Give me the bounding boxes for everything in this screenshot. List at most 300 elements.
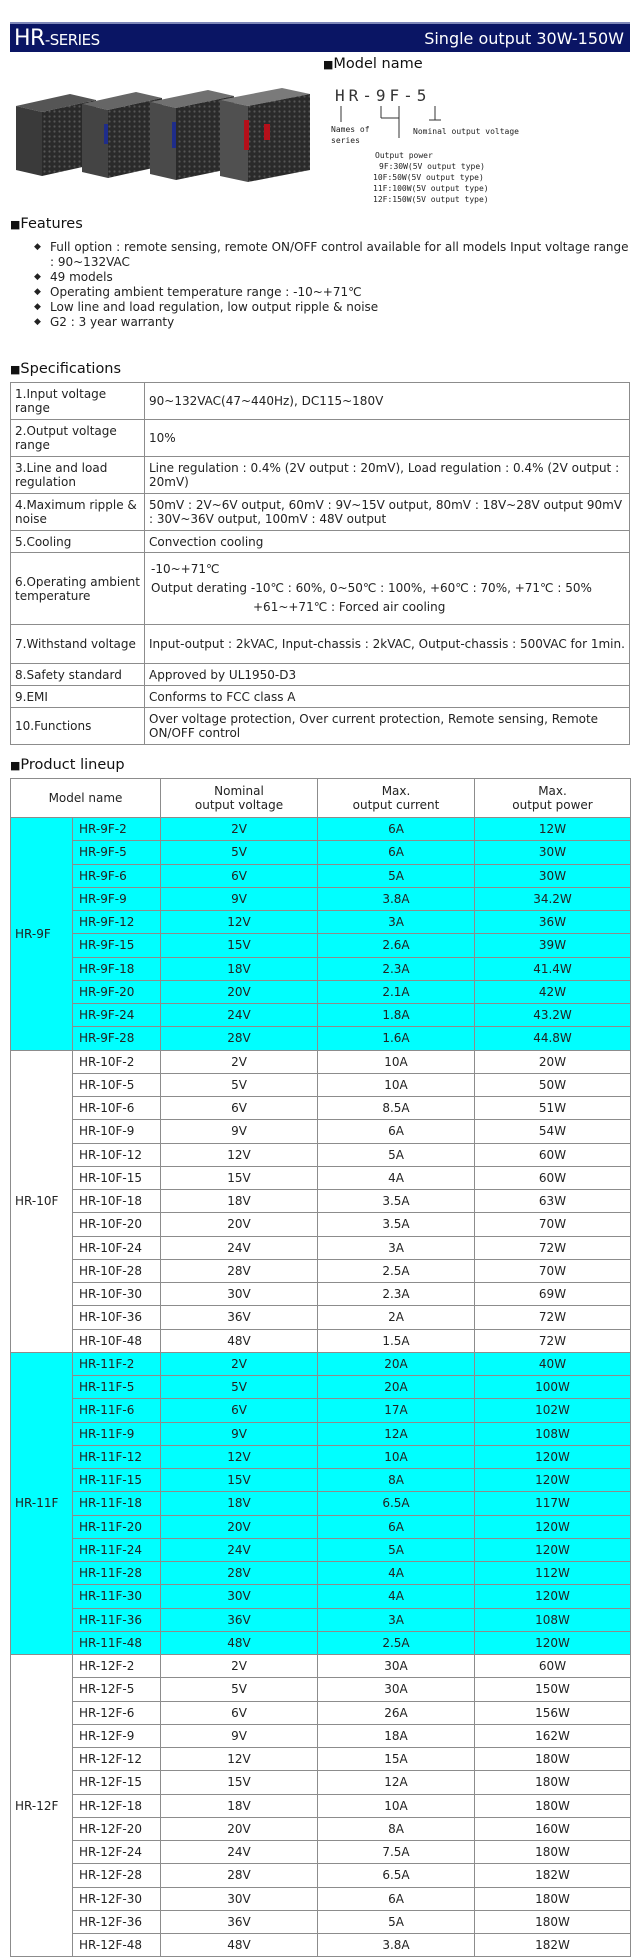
model-cell: HR-11F-24 — [73, 1538, 161, 1561]
model-cell: HR-11F-20 — [73, 1515, 161, 1538]
power-cell: 50W — [475, 1073, 631, 1096]
lineup-row — [11, 1027, 631, 1050]
model-cell: HR-11F-12 — [73, 1445, 161, 1468]
power-cell: 70W — [475, 1259, 631, 1282]
model-cell: HR-12F-30 — [73, 1887, 161, 1910]
voltage-cell: 24V — [161, 1236, 318, 1259]
current-cell: 5A — [318, 1910, 475, 1933]
lineup-row — [11, 1701, 631, 1724]
model-cell: HR-11F-6 — [73, 1399, 161, 1422]
lineup-row — [11, 934, 631, 957]
spec-label: 9.EMI — [11, 686, 145, 708]
current-cell: 8.5A — [318, 1097, 475, 1120]
current-cell: 2.1A — [318, 980, 475, 1003]
spec-label: 8.Safety standard — [11, 664, 145, 686]
product-lineup-table — [10, 778, 631, 1957]
power-cell: 12W — [475, 818, 631, 841]
voltage-cell: 2V — [161, 1655, 318, 1678]
model-cell: HR-9F-24 — [73, 1004, 161, 1027]
series-tagline: Single output 30W-150W — [424, 29, 624, 48]
current-cell: 30A — [318, 1678, 475, 1701]
current-cell: 8A — [318, 1469, 475, 1492]
series-name: HR-SERIES — [14, 26, 100, 51]
voltage-cell: 36V — [161, 1306, 318, 1329]
spec-value: Over voltage protection, Over current protection, Remote sensing, Remote ON/OFF control — [145, 708, 630, 745]
spec-label: 5.Cooling — [11, 531, 145, 553]
current-cell: 1.6A — [318, 1027, 475, 1050]
col-header-model: Model name — [11, 779, 161, 818]
power-cell: 182W — [475, 1934, 631, 1957]
power-cell: 60W — [475, 1143, 631, 1166]
voltage-cell: 15V — [161, 1166, 318, 1189]
spec-label: 1.Input voltage range — [11, 383, 145, 420]
voltage-cell: 48V — [161, 1631, 318, 1654]
lineup-row — [11, 1352, 631, 1375]
voltage-cell: 28V — [161, 1864, 318, 1887]
current-cell: 20A — [318, 1352, 475, 1375]
lineup-row — [11, 1538, 631, 1561]
current-cell: 2.3A — [318, 957, 475, 980]
current-cell: 20A — [318, 1376, 475, 1399]
lineup-row — [11, 1422, 631, 1445]
lineup-row — [11, 1515, 631, 1538]
model-name-title: ■Model name — [323, 56, 423, 72]
power-cell: 70W — [475, 1213, 631, 1236]
voltage-cell: 18V — [161, 1190, 318, 1213]
current-cell: 5A — [318, 1538, 475, 1561]
lineup-row — [11, 1631, 631, 1654]
current-cell: 5A — [318, 1143, 475, 1166]
current-cell: 18A — [318, 1724, 475, 1747]
current-cell: 5A — [318, 864, 475, 887]
power-cell: 41.4W — [475, 957, 631, 980]
current-cell: 10A — [318, 1794, 475, 1817]
voltage-cell: 9V — [161, 1422, 318, 1445]
feature-item: ◆ 49 models — [50, 270, 630, 285]
power-cell: 108W — [475, 1608, 631, 1631]
power-cell: 100W — [475, 1376, 631, 1399]
lineup-body — [11, 818, 631, 1957]
power-cell: 30W — [475, 841, 631, 864]
current-cell: 3.5A — [318, 1190, 475, 1213]
current-cell: 2.5A — [318, 1631, 475, 1654]
series-group-label: HR-9F — [11, 818, 73, 1051]
lineup-row — [11, 1678, 631, 1701]
model-cell: HR-11F-15 — [73, 1469, 161, 1492]
lineup-row — [11, 1120, 631, 1143]
power-cell: 162W — [475, 1724, 631, 1747]
voltage-cell: 30V — [161, 1283, 318, 1306]
model-cell: HR-11F-2 — [73, 1352, 161, 1375]
features-list — [10, 240, 630, 330]
lineup-row — [11, 1376, 631, 1399]
model-cell: HR-12F-15 — [73, 1771, 161, 1794]
model-cell: HR-10F-30 — [73, 1283, 161, 1306]
current-cell: 15A — [318, 1748, 475, 1771]
model-cell: HR-12F-36 — [73, 1910, 161, 1933]
model-cell: HR-11F-5 — [73, 1376, 161, 1399]
spec-value: Conforms to FCC class A — [145, 686, 630, 708]
current-cell: 3A — [318, 1608, 475, 1631]
power-cell: 180W — [475, 1748, 631, 1771]
lineup-row — [11, 1306, 631, 1329]
current-cell: 1.8A — [318, 1004, 475, 1027]
current-cell: 10A — [318, 1073, 475, 1096]
spec-label: 7.Withstand voltage — [11, 625, 145, 664]
lineup-row — [11, 1771, 631, 1794]
spec-value: 90~132VAC(47~440Hz), DC115~180V — [145, 383, 630, 420]
voltage-cell: 24V — [161, 1538, 318, 1561]
power-cell: 120W — [475, 1469, 631, 1492]
power-cell: 156W — [475, 1701, 631, 1724]
feature-item: ◆ Operating ambient temperature range : -10~+71℃ — [50, 285, 630, 300]
lineup-row — [11, 1445, 631, 1468]
power-cell: 120W — [475, 1538, 631, 1561]
lineup-row — [11, 1841, 631, 1864]
power-cell: 160W — [475, 1817, 631, 1840]
model-cell: HR-12F-18 — [73, 1794, 161, 1817]
voltage-cell: 15V — [161, 1469, 318, 1492]
specifications-title: ■Specifications — [10, 361, 122, 377]
model-cell: HR-10F-24 — [73, 1236, 161, 1259]
voltage-cell: 18V — [161, 957, 318, 980]
unit-4 — [220, 88, 310, 182]
lineup-row — [11, 1283, 631, 1306]
voltage-cell: 20V — [161, 980, 318, 1003]
spec-row — [11, 664, 630, 686]
current-cell: 6A — [318, 841, 475, 864]
specifications-table — [10, 382, 630, 745]
lineup-row — [11, 1143, 631, 1166]
spec-row — [11, 494, 630, 531]
spec-value: Input-output : 2kVAC, Input-chassis : 2kVAC, Output-chassis : 500VAC for 1min. — [145, 625, 630, 664]
output-power-line: 12F:150W(5V output type) — [373, 195, 489, 204]
current-cell: 2.5A — [318, 1259, 475, 1282]
voltage-cell: 28V — [161, 1027, 318, 1050]
model-cell: HR-12F-5 — [73, 1678, 161, 1701]
power-cell: 112W — [475, 1562, 631, 1585]
spec-value: Convection cooling — [145, 531, 630, 553]
voltage-cell: 20V — [161, 1817, 318, 1840]
product-lineup-title: ■Product lineup — [10, 757, 125, 773]
series-group-label: HR-11F — [11, 1352, 73, 1654]
voltage-cell: 6V — [161, 1097, 318, 1120]
output-power-line: 9F:30W(5V output type) — [379, 162, 485, 171]
lineup-row — [11, 1399, 631, 1422]
spec-row — [11, 686, 630, 708]
voltage-cell: 24V — [161, 1841, 318, 1864]
current-cell: 7.5A — [318, 1841, 475, 1864]
voltage-cell: 28V — [161, 1259, 318, 1282]
current-cell: 6A — [318, 1120, 475, 1143]
current-cell: 3A — [318, 911, 475, 934]
current-cell: 3.5A — [318, 1213, 475, 1236]
model-cell: HR-11F-18 — [73, 1492, 161, 1515]
power-cell: 72W — [475, 1236, 631, 1259]
voltage-cell: 36V — [161, 1608, 318, 1631]
lineup-row — [11, 1190, 631, 1213]
lineup-row — [11, 1469, 631, 1492]
current-cell: 12A — [318, 1771, 475, 1794]
lineup-row — [11, 1004, 631, 1027]
power-cell: 150W — [475, 1678, 631, 1701]
power-cell: 54W — [475, 1120, 631, 1143]
current-cell: 2.6A — [318, 934, 475, 957]
model-cell: HR-10F-12 — [73, 1143, 161, 1166]
power-cell: 117W — [475, 1492, 631, 1515]
output-power-line: 11F:100W(5V output type) — [373, 184, 489, 193]
model-cell: HR-9F-6 — [73, 864, 161, 887]
model-cell: HR-10F-5 — [73, 1073, 161, 1096]
current-cell: 3.8A — [318, 1934, 475, 1957]
lineup-row — [11, 1724, 631, 1747]
spec-value-line: +61~+71℃ : Forced air cooling — [253, 600, 446, 614]
model-cell: HR-10F-18 — [73, 1190, 161, 1213]
spec-label: 6.Operating ambient temperature — [11, 553, 145, 625]
model-cell: HR-10F-20 — [73, 1213, 161, 1236]
current-cell: 4A — [318, 1562, 475, 1585]
spec-row — [11, 457, 630, 494]
lineup-row — [11, 1887, 631, 1910]
current-cell: 6.5A — [318, 1864, 475, 1887]
power-cell: 72W — [475, 1329, 631, 1352]
current-cell: 12A — [318, 1422, 475, 1445]
model-cell: HR-9F-9 — [73, 887, 161, 910]
model-cell: HR-10F-48 — [73, 1329, 161, 1352]
lineup-row — [11, 1655, 631, 1678]
power-cell: 182W — [475, 1864, 631, 1887]
voltage-cell: 2V — [161, 818, 318, 841]
model-cell: HR-12F-28 — [73, 1864, 161, 1887]
power-cell: 43.2W — [475, 1004, 631, 1027]
voltage-cell: 18V — [161, 1492, 318, 1515]
model-cell: HR-9F-20 — [73, 980, 161, 1003]
model-cell: HR-10F-36 — [73, 1306, 161, 1329]
voltage-cell: 5V — [161, 841, 318, 864]
current-cell: 30A — [318, 1655, 475, 1678]
current-cell: 10A — [318, 1445, 475, 1468]
power-cell: 60W — [475, 1655, 631, 1678]
feature-item: ◆ Low line and load regulation, low output ripple & noise — [50, 300, 630, 315]
model-cell: HR-10F-9 — [73, 1120, 161, 1143]
spec-value: 10% — [145, 420, 630, 457]
voltage-cell: 2V — [161, 1050, 318, 1073]
spec-row — [11, 625, 630, 664]
voltage-cell: 5V — [161, 1678, 318, 1701]
spec-row — [11, 420, 630, 457]
voltage-cell: 30V — [161, 1585, 318, 1608]
model-cell: HR-10F-6 — [73, 1097, 161, 1120]
model-cell: HR-10F-28 — [73, 1259, 161, 1282]
lineup-row — [11, 911, 631, 934]
model-cell: HR-12F-20 — [73, 1817, 161, 1840]
power-cell: 39W — [475, 934, 631, 957]
voltage-cell: 5V — [161, 1376, 318, 1399]
voltage-cell: 15V — [161, 1771, 318, 1794]
current-cell: 1.5A — [318, 1329, 475, 1352]
lineup-row — [11, 1817, 631, 1840]
current-cell: 2.3A — [318, 1283, 475, 1306]
power-cell: 69W — [475, 1283, 631, 1306]
col-header-voltage: Nominal output voltage — [161, 779, 318, 818]
current-cell: 6A — [318, 1887, 475, 1910]
voltage-cell: 9V — [161, 1724, 318, 1747]
voltage-cell: 12V — [161, 911, 318, 934]
spec-value-line: Output derating -10℃ : 60%, 0~50℃ : 100%, +60℃ : 70%, +71℃ : 50% — [151, 581, 592, 595]
features-title: ■Features — [10, 216, 83, 232]
current-cell: 17A — [318, 1399, 475, 1422]
current-cell: 10A — [318, 1050, 475, 1073]
model-cell: HR-9F-2 — [73, 818, 161, 841]
model-cell: HR-11F-48 — [73, 1631, 161, 1654]
current-cell: 4A — [318, 1166, 475, 1189]
voltage-cell: 28V — [161, 1562, 318, 1585]
spec-row — [11, 531, 630, 553]
feature-item: ◆ G2 : 3 year warranty — [50, 315, 630, 330]
lineup-row — [11, 1329, 631, 1352]
lineup-row — [11, 1236, 631, 1259]
lineup-row — [11, 1864, 631, 1887]
power-cell: 180W — [475, 1887, 631, 1910]
lineup-row — [11, 1608, 631, 1631]
model-cell: HR-12F-2 — [73, 1655, 161, 1678]
current-cell: 8A — [318, 1817, 475, 1840]
current-cell: 3.8A — [318, 887, 475, 910]
current-cell: 4A — [318, 1585, 475, 1608]
current-cell: 6A — [318, 1515, 475, 1538]
voltage-cell: 6V — [161, 864, 318, 887]
lineup-row — [11, 1934, 631, 1957]
lineup-row — [11, 980, 631, 1003]
lineup-row — [11, 1562, 631, 1585]
spec-value: Line regulation : 0.4% (2V output : 20mV), Load regulation : 0.4% (2V output : 20mV) — [145, 457, 630, 494]
power-cell: 42W — [475, 980, 631, 1003]
lineup-row — [11, 1748, 631, 1771]
output-power-line: 10F:50W(5V output type) — [373, 173, 484, 182]
model-code: HR-9F-5 — [335, 86, 431, 105]
lineup-row — [11, 887, 631, 910]
power-cell: 72W — [475, 1306, 631, 1329]
voltage-cell: 15V — [161, 934, 318, 957]
power-cell: 51W — [475, 1097, 631, 1120]
model-cell: HR-12F-48 — [73, 1934, 161, 1957]
voltage-cell: 2V — [161, 1352, 318, 1375]
model-cell: HR-12F-9 — [73, 1724, 161, 1747]
output-power-title: Output power — [375, 151, 433, 160]
voltage-cell: 5V — [161, 1073, 318, 1096]
lineup-row — [11, 1097, 631, 1120]
model-cell: HR-12F-6 — [73, 1701, 161, 1724]
current-cell: 26A — [318, 1701, 475, 1724]
col-header-current: Max. output current — [318, 779, 475, 818]
model-cell: HR-12F-12 — [73, 1748, 161, 1771]
spec-value — [145, 553, 630, 625]
spec-value: 50mV : 2V~6V output, 60mV : 9V~15V output, 80mV : 18V~28V output 90mV : 30V~36V output, 100mV : 48V output — [145, 494, 630, 531]
power-cell: 180W — [475, 1841, 631, 1864]
lineup-row — [11, 1166, 631, 1189]
spec-value-line: -10~+71℃ — [151, 562, 220, 576]
lineup-row — [11, 841, 631, 864]
power-cell: 44.8W — [475, 1027, 631, 1050]
power-cell: 60W — [475, 1166, 631, 1189]
power-cell: 34.2W — [475, 887, 631, 910]
voltage-cell: 20V — [161, 1213, 318, 1236]
spec-row — [11, 383, 630, 420]
power-cell: 180W — [475, 1910, 631, 1933]
power-cell: 180W — [475, 1771, 631, 1794]
series-group-label: HR-10F — [11, 1050, 73, 1352]
power-cell: 63W — [475, 1190, 631, 1213]
lineup-row — [11, 1073, 631, 1096]
voltage-cell: 12V — [161, 1143, 318, 1166]
spec-row — [11, 708, 630, 745]
model-cell: HR-9F-15 — [73, 934, 161, 957]
voltage-cell: 6V — [161, 1701, 318, 1724]
lineup-row — [11, 1910, 631, 1933]
voltage-cell: 12V — [161, 1748, 318, 1771]
current-cell: 2A — [318, 1306, 475, 1329]
names-of-series-note: Names of series — [331, 125, 370, 145]
series-group-label: HR-12F — [11, 1655, 73, 1957]
output-power-note — [373, 150, 489, 205]
spec-label: 4.Maximum ripple & noise — [11, 494, 145, 531]
product-photo — [12, 84, 312, 184]
col-header-power: Max. output power — [475, 779, 631, 818]
lineup-row — [11, 1794, 631, 1817]
model-cell: HR-10F-15 — [73, 1166, 161, 1189]
model-cell: HR-11F-36 — [73, 1608, 161, 1631]
feature-item: ◆ Full option : remote sensing, remote ON/OFF control available for all models Input voltage range : 90~132VAC — [50, 240, 630, 270]
lineup-header-row — [11, 779, 631, 818]
lineup-row — [11, 1213, 631, 1236]
lineup-row — [11, 1259, 631, 1282]
power-cell: 180W — [475, 1794, 631, 1817]
spec-value: Approved by UL1950-D3 — [145, 664, 630, 686]
model-name-block — [323, 56, 623, 216]
voltage-cell: 48V — [161, 1329, 318, 1352]
voltage-cell: 9V — [161, 1120, 318, 1143]
voltage-cell: 36V — [161, 1910, 318, 1933]
power-cell: 108W — [475, 1422, 631, 1445]
spec-row — [11, 553, 630, 625]
model-cell: HR-11F-28 — [73, 1562, 161, 1585]
power-cell: 120W — [475, 1515, 631, 1538]
voltage-cell: 24V — [161, 1004, 318, 1027]
voltage-cell: 18V — [161, 1794, 318, 1817]
model-cell: HR-11F-9 — [73, 1422, 161, 1445]
model-cell: HR-11F-30 — [73, 1585, 161, 1608]
voltage-cell: 9V — [161, 887, 318, 910]
voltage-cell: 6V — [161, 1399, 318, 1422]
power-cell: 40W — [475, 1352, 631, 1375]
lineup-row — [11, 1492, 631, 1515]
lineup-row — [11, 818, 631, 841]
power-cell: 120W — [475, 1585, 631, 1608]
power-cell: 20W — [475, 1050, 631, 1073]
spec-label: 3.Line and load regulation — [11, 457, 145, 494]
model-cell: HR-9F-5 — [73, 841, 161, 864]
power-cell: 36W — [475, 911, 631, 934]
model-cell: HR-9F-18 — [73, 957, 161, 980]
voltage-cell: 20V — [161, 1515, 318, 1538]
model-cell: HR-10F-2 — [73, 1050, 161, 1073]
spec-label: 2.Output voltage range — [11, 420, 145, 457]
power-cell: 120W — [475, 1445, 631, 1468]
power-cell: 120W — [475, 1631, 631, 1654]
current-cell: 6A — [318, 818, 475, 841]
model-cell: HR-9F-12 — [73, 911, 161, 934]
current-cell: 6.5A — [318, 1492, 475, 1515]
